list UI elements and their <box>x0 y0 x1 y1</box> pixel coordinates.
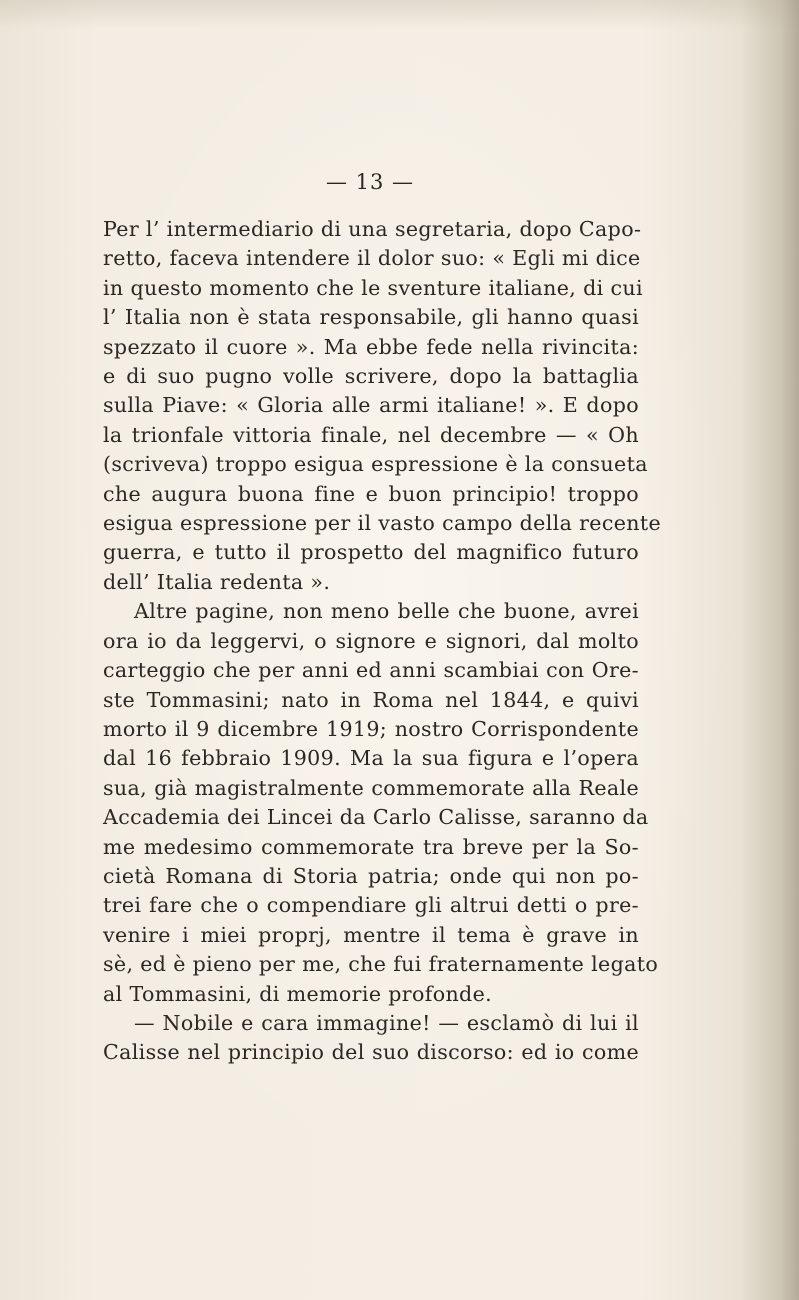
paragraph <box>103 597 659 1009</box>
text-line: ste Tommasini; nato in Roma nel 1844, e quivi <box>103 687 639 712</box>
text-line: — Nobile e cara immagine! — esclamò di lui il <box>134 1010 639 1035</box>
text-line: Accademia dei Lincei da Carlo Calisse, saranno da <box>103 805 649 830</box>
paragraph <box>103 1009 639 1068</box>
text-line: venire i miei proprj, mentre il tema è grave in <box>103 922 639 947</box>
text-line: sè, ed è pieno per me, che fui fraternamente legato <box>103 952 659 977</box>
page-top-shadow <box>0 0 799 30</box>
text-line: spezzato il cuore ». Ma ebbe fede nella rivincita: <box>103 334 639 359</box>
text-line: sulla Piave: « Gloria alle armi italiane! ». E dopo <box>103 393 639 418</box>
text-line: me medesimo commemorate tra breve per la So- <box>103 834 639 859</box>
text-line: esigua espressione per il vasto campo della recente <box>103 511 662 536</box>
text-line: Calisse nel principio del suo discorso: ed io come <box>103 1040 639 1065</box>
text-line: Altre pagine, non meno belle che buone, avrei <box>134 599 639 624</box>
text-line: dell’ Italia redenta ». <box>103 569 331 594</box>
text-line: in questo momento che le sventure italiane, di cui <box>103 275 643 300</box>
body-text <box>103 215 662 1068</box>
text-line: al Tommasini, di memorie profonde. <box>103 981 493 1006</box>
text-line: la trionfale vittoria finale, nel decembre — « Oh <box>103 422 639 447</box>
text-line: Per l’ intermediario di una segretaria, dopo Capo- <box>103 217 642 241</box>
text-line: dal 16 febbraio 1909. Ma la sua figura e l’opera <box>103 746 639 771</box>
text-line: sua, già magistralmente commemorate alla Reale <box>103 775 639 800</box>
text-line: (scriveva) troppo esigua espressione è la consueta <box>103 452 648 477</box>
page-number: — 13 — <box>325 170 415 194</box>
text-line: l’ Italia non è stata responsabile, gli hanno quasi <box>103 305 639 330</box>
text-line: e di suo pugno volle scrivere, dopo la battaglia <box>103 364 639 389</box>
text-line: cietà Romana di Storia patria; onde qui non po- <box>103 863 639 888</box>
page-edge-shadow <box>739 0 799 1300</box>
text-line: ora io da leggervi, o signore e signori, dal molto <box>103 628 639 653</box>
text-line: morto il 9 dicembre 1919; nostro Corrispondente <box>103 716 639 741</box>
text-line: guerra, e tutto il prospetto del magnifico futuro <box>103 540 639 565</box>
text-line: retto, faceva intendere il dolor suo: « Egli mi dice <box>103 246 641 271</box>
paragraph <box>103 215 662 597</box>
text-line: che augura buona fine e buon principio! troppo <box>103 481 639 506</box>
text-line: trei fare che o compendiare gli altrui detti o pre- <box>103 893 639 918</box>
text-line: carteggio che per anni ed anni scambiai con Ore- <box>103 658 639 683</box>
